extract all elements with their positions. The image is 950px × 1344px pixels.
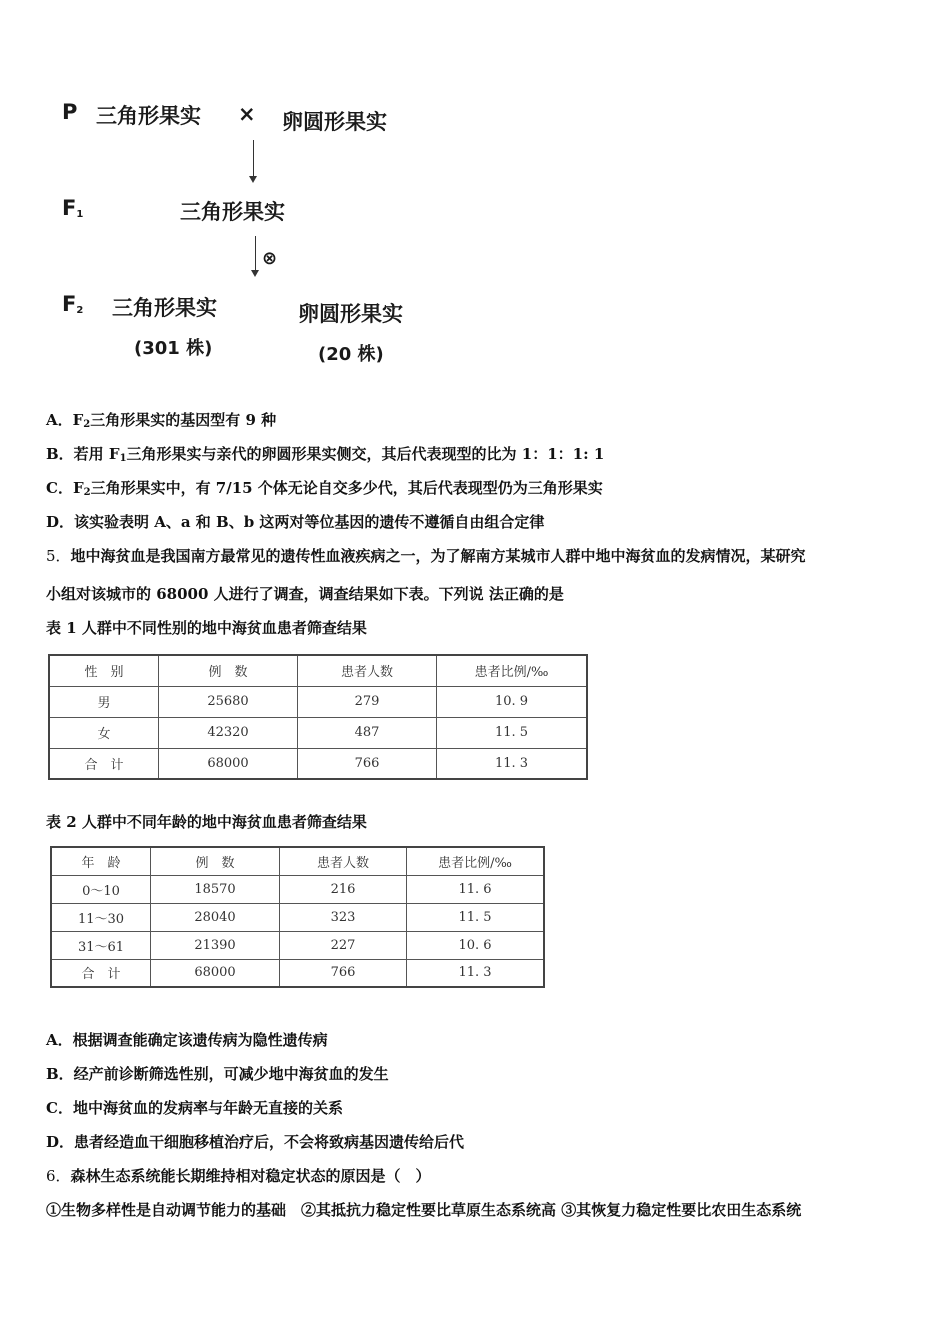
table-header-row <box>51 847 544 875</box>
table-header-cell: 性 别 <box>49 655 159 686</box>
q4-option-c: C．$F_2$三角形果实中，有 7/15 个体无论自交多少代，其后代表现型仍为三角形果实 <box>46 479 603 498</box>
q5-option-a: A．根据调查能确定该遗传病为隐性遗传病 <box>46 1031 328 1049</box>
table-header-cell: 年 龄 <box>51 847 151 875</box>
f1-offspring: 三角形果实 <box>180 200 285 224</box>
parent-oval: 卵圆形果实 <box>282 110 387 134</box>
p-label: P <box>62 100 78 124</box>
table-cell: 487 <box>298 717 437 748</box>
table-cell: 68000 <box>151 959 280 987</box>
table-row <box>51 875 544 903</box>
table-row <box>51 931 544 959</box>
f2-oval: 卵圆形果实 <box>298 302 403 326</box>
table2-age-screening <box>50 846 545 988</box>
q5-stem-line2: 小组对该城市的 68000 人进行了调查，调查结果如下表。下列说 法正确的是 <box>46 585 564 603</box>
q5-option-d: D．患者经造血干细胞移植治疗后，不会将致病基因遗传给后代 <box>46 1133 465 1151</box>
table-header-cell: 患者比例/‰ <box>437 655 588 686</box>
table-cell: 11. 3 <box>437 748 588 779</box>
table1-title: 表 1 人群中不同性别的地中海贫血患者筛查结果 <box>46 619 367 637</box>
table-header-cell: 患者人数 <box>298 655 437 686</box>
table-cell: 11～30 <box>51 903 151 931</box>
self-arrow-line <box>255 236 256 272</box>
f2-triangle-count: (301 株) <box>134 338 213 359</box>
table-header-cell: 患者人数 <box>280 847 407 875</box>
q5-option-b: B．经产前诊断筛选性别，可减少地中海贫血的发生 <box>46 1065 389 1083</box>
table-cell: 25680 <box>159 686 298 717</box>
q5-stem-line1: 5．地中海贫血是我国南方最常见的遗传性血液疾病之一，为了解南方某城市人群中地中海贫血的发病情况，某研究 <box>46 547 806 565</box>
table-header-row <box>49 655 587 686</box>
table-cell: 合 计 <box>49 748 159 779</box>
table-cell: 766 <box>298 748 437 779</box>
table-cell: 0～10 <box>51 875 151 903</box>
table-header-cell: 例 数 <box>159 655 298 686</box>
table-cell: 10. 9 <box>437 686 588 717</box>
table-cell: 11. 6 <box>407 875 545 903</box>
f2-label: $F_2$ <box>62 292 84 316</box>
table-cell: 10. 6 <box>407 931 545 959</box>
f1-label: $F_1$ <box>62 196 84 220</box>
table-cell: 11. 5 <box>407 903 545 931</box>
q4-option-b: B．若用 $F_1$三角形果实与亲代的卵圆形果实侧交，其后代表现型的比为 1：1：1: 1 <box>46 445 605 464</box>
table-cell: 31～61 <box>51 931 151 959</box>
table-row <box>51 903 544 931</box>
table-cell: 11. 5 <box>437 717 588 748</box>
q4-option-d: D．该实验表明 A、a 和 B、b 这两对等位基因的遗传不遵循自由组合定律 <box>46 513 545 531</box>
table-row <box>49 717 587 748</box>
table-cell: 28040 <box>151 903 280 931</box>
table-row <box>49 686 587 717</box>
cross-symbol: × <box>238 102 256 126</box>
table2-title: 表 2 人群中不同年龄的地中海贫血患者筛查结果 <box>46 813 367 831</box>
q5-option-c: C．地中海贫血的发病率与年龄无直接的关系 <box>46 1099 343 1117</box>
q6-stem: 6．森林生态系统能长期维持相对稳定状态的原因是（ ） <box>46 1167 431 1185</box>
table-cell: 11. 3 <box>407 959 545 987</box>
selfing-icon: ⊗ <box>262 248 278 269</box>
table-cell: 18570 <box>151 875 280 903</box>
table-cell: 323 <box>280 903 407 931</box>
self-arrow-head <box>251 270 259 277</box>
table-header-cell: 患者比例/‰ <box>407 847 545 875</box>
table-cell: 42320 <box>159 717 298 748</box>
table-cell: 21390 <box>151 931 280 959</box>
table-cell: 男 <box>49 686 159 717</box>
f2-triangle: 三角形果实 <box>112 296 217 320</box>
q6-items: ①生物多样性是自动调节能力的基础 ②其抵抗力稳定性要比草原生态系统高 ③其恢复力稳定性要比农田生态系统 <box>46 1201 802 1219</box>
table-cell: 216 <box>280 875 407 903</box>
cross-arrow-head <box>249 176 257 183</box>
table-header-cell: 例 数 <box>151 847 280 875</box>
cross-arrow-line <box>253 140 254 178</box>
f2-oval-count: (20 株) <box>318 344 384 365</box>
table-cell: 766 <box>280 959 407 987</box>
table-row <box>51 959 544 987</box>
parent-triangle: 三角形果实 <box>96 104 201 128</box>
table-row <box>49 748 587 779</box>
table-cell: 279 <box>298 686 437 717</box>
q4-option-a: A．$F_2$三角形果实的基因型有 9 种 <box>46 411 277 430</box>
table-cell: 女 <box>49 717 159 748</box>
table1-sex-screening <box>48 654 588 780</box>
table-cell: 合 计 <box>51 959 151 987</box>
table-cell: 68000 <box>159 748 298 779</box>
table-cell: 227 <box>280 931 407 959</box>
